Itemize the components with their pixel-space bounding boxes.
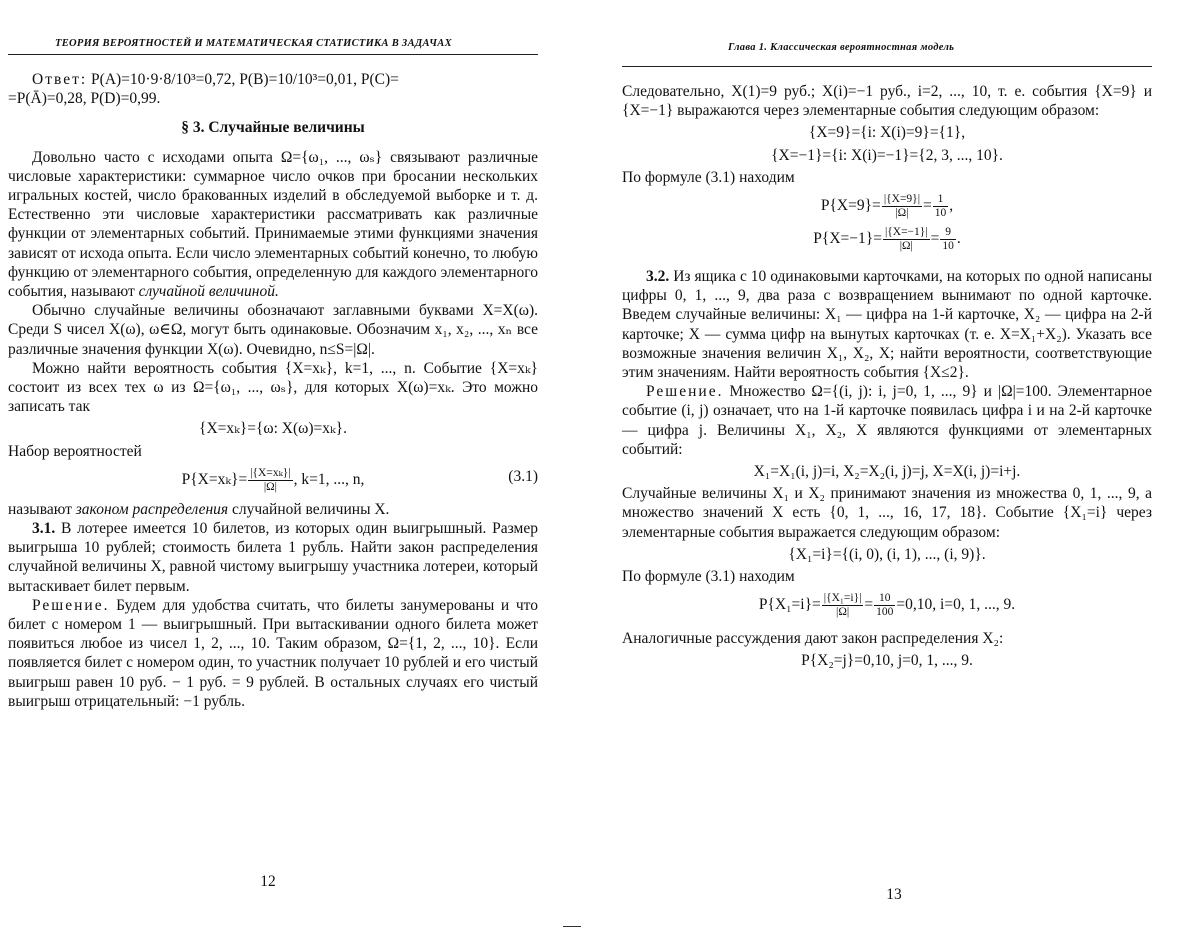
right-header-rule xyxy=(622,66,1152,67)
formula-end: , xyxy=(949,197,954,215)
formula-event-x1: {X₁=i}={(i, 0), (i, 1), ..., (i, 9)}. xyxy=(788,545,986,563)
equals-sign: = xyxy=(864,596,874,614)
equals-sign: = xyxy=(930,230,940,248)
equals-sign: = xyxy=(923,197,932,215)
formula-end: . xyxy=(956,230,961,248)
formula-prob-x-minus-1 xyxy=(622,226,1152,253)
paragraph-analogous: Аналогичные рассуждения дают закон распределения X₂: xyxy=(622,630,1004,648)
answer-block xyxy=(8,70,538,89)
fraction-denominator: 100 xyxy=(876,606,894,619)
paragraph-probability-set: Набор вероятностей xyxy=(8,442,142,460)
problem-3-1 xyxy=(8,519,538,596)
section-title: § 3. Случайные величины xyxy=(181,119,365,137)
paragraph-notation: Обычно случайные величины обозначают заглавными буквами X=X(ω). Среди S чисел X(ω), ω∈Ω, могут быть одинаковые. Обозначим x₁, x₂, ..., xₙ все различные значения функции X(ω). Очевидно, n≤S=|Ω|. xyxy=(8,302,538,358)
problem-number: 3.2. xyxy=(646,268,670,286)
fraction xyxy=(883,226,930,253)
paragraph-text: называют xyxy=(8,500,76,518)
term-distribution-law: законом распределения xyxy=(75,500,229,518)
fraction-numerator: |{X=xₖ}| xyxy=(250,466,291,479)
fraction-denominator: |Ω| xyxy=(836,606,850,619)
problem-text: Из ящика с 10 одинаковыми карточками, на которых по одной написаны цифры 0, 1, ..., 9, два раза с возвращением вынимают по одной карточке. Введем случайные величины: X₁ — цифра на 1-й карточке, X₂ — цифра на 2-й карточке; X — сумма цифр на вынутых карточках (т. е. X=X₁+X₂). Указать все возможные значения величин X₁, X₂, X; найти вероятности, соответствующие этим значениям. Найти вероятность события {X≤2}. xyxy=(622,268,1152,382)
paragraph-by-formula: По формуле (3.1) находим xyxy=(622,168,795,186)
left-running-header: ТЕОРИЯ ВЕРОЯТНОСТЕЙ И МАТЕМАТИЧЕСКАЯ СТАТИСТИКА В ЗАДАЧАХ xyxy=(55,38,452,49)
paragraph-text: Довольно часто с исходами опыта Ω={ω₁, ..., ωₛ} связывают различные числовые характеристики: суммарное число очков при бросании нескольких игральных костей, число бракованных изделий в обследуемой выборке и т. д. Естественно эти числовые характеристики рассматривать как различные функции от элементарных событий. Принимаемые этими функциями значения зависят от исхода опыта. Если число элементарных событий конечно, то любую функцию от элементарного события, определенную для каждого элементарного события, называют xyxy=(8,148,538,301)
fraction xyxy=(874,592,895,619)
answer-label: Ответ: xyxy=(32,71,88,88)
left-page-number: 12 xyxy=(260,873,276,890)
fraction xyxy=(940,226,956,253)
formula-prob-x1 xyxy=(622,592,1152,619)
paragraph-distribution-law xyxy=(8,500,538,519)
formula-prob-x2: P{X₂=j}=0,10, j=0, 1, ..., 9. xyxy=(801,652,973,670)
fraction-numerator: 9 xyxy=(940,226,956,240)
formula-event-x-9: {X=9}={i: X(i)=9}={1}, xyxy=(808,124,966,142)
fraction-denominator: |Ω| xyxy=(895,207,909,220)
formula-left: P{X=−1}= xyxy=(813,230,882,248)
solution-text: Множество Ω={(i, j): i, j=0, 1, ..., 9} и |Ω|=100. Элементарное событие (i, j) означает, что на 1-й карточке появилась цифра i и на 2-й карточке — цифра j. Величины X₁, X₂, X являются функциями от элементарных событий: xyxy=(622,383,1152,458)
answer-line-1: P(A)=10·9·8/10³=0,72, P(B)=10/10³=0,01, P(C)= xyxy=(91,71,399,88)
bottom-dash xyxy=(563,926,581,927)
formula-event-set: {X=xₖ}={ω: X(ω)=xₖ}. xyxy=(199,420,347,438)
formula-3-1-right: , k=1, ..., n, xyxy=(293,470,365,488)
formula-end: =0,10, i=0, 1, ..., 9. xyxy=(896,596,1016,614)
answer-line-2: =P(Ā)=0,28, P(D)=0,99. xyxy=(8,90,161,108)
fraction xyxy=(882,193,922,220)
paragraph-event-probability: Можно найти вероятность события {X=xₖ}, k=1, ..., n. Событие {X=xₖ} состоит из всех тех ω из Ω={ω₁, ..., ωₛ}, для которых X(ω)=xₖ. Это можно записать так xyxy=(8,359,538,416)
right-running-header: Глава 1. Классическая вероятностная модель xyxy=(728,42,955,53)
formula-3-1-left: P{X=xₖ}= xyxy=(181,470,248,488)
formula-random-variables: X₁=X₁(i, j)=i, X₂=X₂(i, j)=j, X=X(i, j)=i+j. xyxy=(753,463,1021,481)
formula-event-x-minus-1: {X=−1}={i: X(i)=−1}={2, 3, ..., 10}. xyxy=(771,146,1003,164)
paragraph-values-set: Случайные величины X₁ и X₂ принимают значения из множества 0, 1, ..., 9, а множество значений X есть {0, 1, ..., 16, 17, 18}. Событие {X₁=i} через элементарные события выражается следующим образом: xyxy=(622,485,1152,541)
formula-left: P{X₁=i}= xyxy=(758,596,821,614)
equation-number: (3.1) xyxy=(508,467,538,485)
paragraph-by-formula-2: По формуле (3.1) находим xyxy=(622,568,795,586)
fraction-numerator: |{X=9}| xyxy=(883,193,920,206)
solution-3-2 xyxy=(622,382,1152,459)
problem-3-2 xyxy=(622,267,1152,382)
formula-left: P{X=9}= xyxy=(820,197,881,215)
right-page xyxy=(600,0,1200,938)
problem-text: В лотерее имеется 10 билетов, из которых один выигрышный. Размер выигрыша 10 рублей; стоимость билета 1 рубль. Найти закон распределения случайной величины X, равной чистому выигрышу участника лотереи, который вытаскивает билет первым. xyxy=(8,520,538,595)
fraction-denominator: 10 xyxy=(942,240,954,253)
problem-number: 3.1. xyxy=(32,520,56,538)
paragraph-consequently: Следовательно, X(1)=9 руб.; X(i)=−1 руб., i=2, ..., 10, т. е. события {X=9} и {X=−1} выражаются через элементарные события следующим образом: xyxy=(622,83,1152,120)
paragraph-text: случайной величины X. xyxy=(228,500,390,518)
fraction-denominator: |Ω| xyxy=(263,480,277,493)
formula-prob-x-9 xyxy=(622,193,1152,220)
solution-label: Решение. xyxy=(646,383,724,401)
fraction xyxy=(822,592,864,619)
solution-label: Решение. xyxy=(32,596,110,614)
solution-text: Будем для удобства считать, что билеты занумерованы и что билет с номером 1 — выигрышный. При вытаскивании одного билета может появиться любое из чисел 1, 2, ..., 10. Таким образом, Ω={1, 2, ..., 10}. Если появляется билет с номером один, то участник получает 10 рублей и его чистый выигрыш равен 10 руб. − 1 руб. = 9 рублей. В остальных случаях его чистый выигрыш отрицательный: −1 рубль. xyxy=(8,596,538,710)
formula-3-1-fraction xyxy=(248,467,292,494)
solution-3-1 xyxy=(8,596,538,711)
term-random-variable: случайной величиной. xyxy=(138,283,279,301)
fraction xyxy=(933,193,949,220)
fraction-denominator: |Ω| xyxy=(899,240,913,253)
left-header-rule xyxy=(8,54,538,55)
right-content xyxy=(622,82,1152,674)
fraction-numerator: |{X₁=i}| xyxy=(823,592,862,605)
left-content xyxy=(8,70,538,711)
formula-3-1 xyxy=(8,467,538,494)
paragraph-random-variable-definition xyxy=(8,148,538,302)
fraction-numerator: 1 xyxy=(933,193,949,207)
right-page-number: 13 xyxy=(886,886,902,903)
fraction-numerator: |{X=−1}| xyxy=(884,226,928,239)
fraction-denominator: 10 xyxy=(934,207,947,220)
fraction-numerator: 10 xyxy=(874,592,895,606)
